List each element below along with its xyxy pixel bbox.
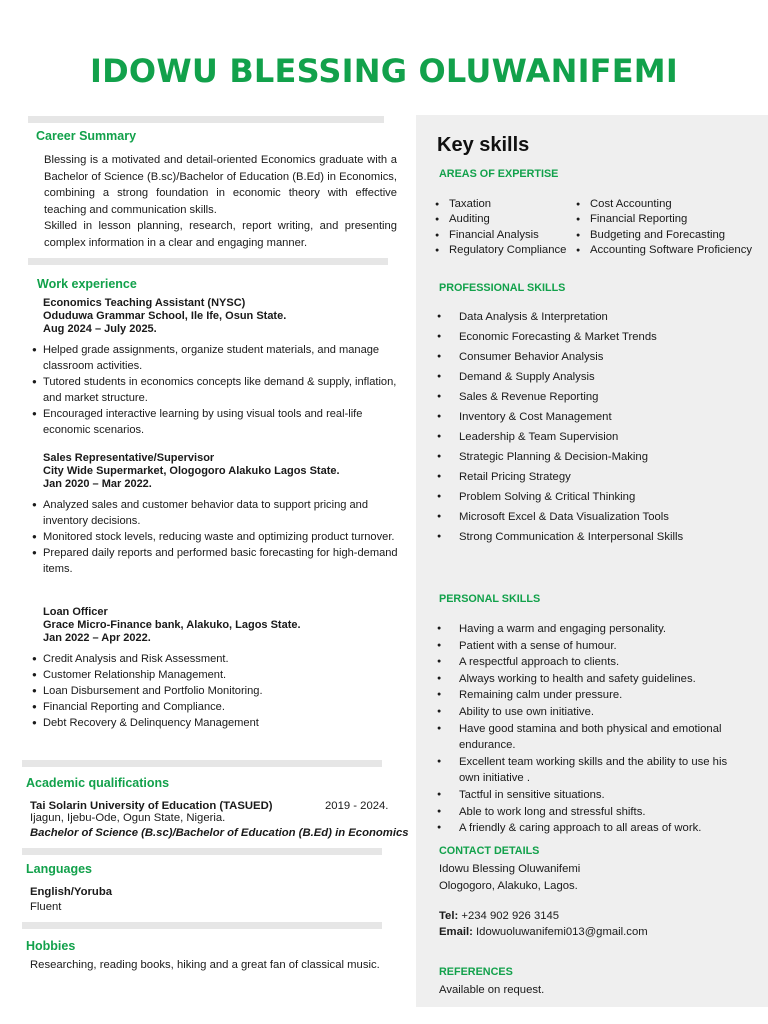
section-divider [22, 922, 382, 929]
career-summary-text [44, 152, 397, 251]
job-role: Economics Teaching Assistant (NYSC) [43, 297, 246, 309]
contact-address: Ologogoro, Alakuko, Lagos. [439, 880, 578, 892]
list-item: ● Inventory & Cost Management [437, 407, 683, 427]
list-item: ● Have good stamina and both physical and emotional endurance. [437, 721, 737, 754]
email-label: Email: [439, 926, 473, 938]
section-divider [28, 116, 384, 123]
job-dates: Aug 2024 – July 2025. [43, 323, 157, 335]
list-item: ● Data Analysis & Interpretation [437, 307, 683, 327]
hobbies-text: Researching, reading books, hiking and a great fan of classical music. [30, 959, 380, 971]
list-item: ● Patient with a sense of humour. [437, 638, 737, 655]
list-item: ● Taxation [435, 197, 566, 212]
list-item: ● Strong Communication & Interpersonal Skills [437, 527, 683, 547]
contact-email [439, 924, 648, 940]
section-divider [22, 848, 382, 855]
list-item: ● Monitored stock levels, reducing waste and optimizing product turnover. [32, 529, 402, 545]
professional-skills-list [437, 307, 683, 547]
job-company: Grace Micro-Finance bank, Alakuko, Lagos State. [43, 619, 301, 631]
job-duties-list [32, 342, 402, 438]
section-divider [28, 258, 388, 265]
contact-title: CONTACT DETAILS [439, 845, 540, 857]
list-item: ● Excellent team working skills and the ability to use his own initiative . [437, 754, 737, 787]
expertise-list-2 [576, 197, 752, 258]
list-item: ● Accounting Software Proficiency [576, 243, 752, 258]
job-duties-list [32, 651, 402, 731]
list-item: ● Strategic Planning & Decision-Making [437, 447, 683, 467]
resume-name: IDOWU BLESSING OLUWANIFEMI [90, 52, 678, 90]
list-item: ● Budgeting and Forecasting [576, 228, 752, 243]
job-header [43, 606, 301, 645]
list-item: ● Prepared daily reports and performed basic forecasting for high-demand items. [32, 545, 402, 577]
job-header [43, 297, 286, 336]
contact-phone [439, 908, 559, 924]
personal-skills-list [437, 621, 737, 837]
list-item: ● Remaining calm under pressure. [437, 687, 737, 704]
job-dates: Jan 2020 – Mar 2022. [43, 478, 152, 490]
list-item: ● Encouraged interactive learning by using visual tools and real-life economic scenarios. [32, 406, 402, 438]
school-name: Tai Solarin University of Education (TASUED) [30, 800, 273, 812]
key-skills-title: Key skills [437, 134, 530, 156]
job-role: Loan Officer [43, 606, 108, 618]
contact-name: Idowu Blessing Oluwanifemi [439, 863, 581, 875]
languages-title: Languages [26, 862, 92, 876]
list-item: ● Consumer Behavior Analysis [437, 347, 683, 367]
list-item: ● Tutored students in economics concepts like demand & supply, inflation, and market structure. [32, 374, 402, 406]
career-summary-paragraph-1: Blessing is a motivated and detail-oriented Economics graduate with a Bachelor of Science (B.sc)/Bachelor of Education (B.Ed) in Economics, combining a strong foundation in economic theory with effective teaching and communication skills. [44, 154, 397, 216]
list-item: ● Sales & Revenue Reporting [437, 387, 683, 407]
email-value: Idowuoluwanifemi013@gmail.com [476, 926, 648, 938]
list-item: ● Financial Analysis [435, 228, 566, 243]
list-item: ● Customer Relationship Management. [32, 667, 402, 683]
list-item: ● Credit Analysis and Risk Assessment. [32, 651, 402, 667]
expertise-title: AREAS OF EXPERTISE [439, 168, 559, 180]
language-name: English/Yoruba [30, 886, 113, 898]
references-text: Available on request. [439, 984, 545, 996]
references-title: REFERENCES [439, 966, 513, 978]
career-summary-paragraph-2: Skilled in lesson planning, research, report writing, and presenting complex information in a clear and engaging manner. [44, 220, 397, 249]
school-years: 2019 - 2024. [325, 800, 389, 812]
list-item: ● Tactful in sensitive situations. [437, 787, 737, 804]
job-company: City Wide Supermarket, Ologogoro Alakuko Lagos State. [43, 465, 340, 477]
list-item: ● Microsoft Excel & Data Visualization Tools [437, 507, 683, 527]
work-experience-title: Work experience [37, 277, 137, 291]
list-item: ● A friendly & caring approach to all areas of work. [437, 820, 737, 837]
list-item: ● Debt Recovery & Delinquency Management [32, 715, 402, 731]
phone-label: Tel: [439, 910, 459, 922]
academic-title: Academic qualifications [26, 776, 170, 790]
career-summary-title: Career Summary [36, 129, 137, 143]
list-item: ● Regulatory Compliance [435, 243, 566, 258]
list-item: ● Helped grade assignments, organize student materials, and manage classroom activities. [32, 342, 402, 374]
list-item: ● Leadership & Team Supervision [437, 427, 683, 447]
list-item: ● Ability to use own initiative. [437, 704, 737, 721]
job-company: Oduduwa Grammar School, Ile Ife, Osun State. [43, 310, 287, 322]
list-item: ● Financial Reporting [576, 212, 752, 227]
list-item: ● Cost Accounting [576, 197, 752, 212]
section-divider [22, 760, 382, 767]
job-role: Sales Representative/Supervisor [43, 452, 215, 464]
list-item: ● Economic Forecasting & Market Trends [437, 327, 683, 347]
school-location: Ijagun, Ijebu-Ode, Ogun State, Nigeria. [30, 812, 226, 824]
list-item: ● Always working to health and safety guidelines. [437, 671, 737, 688]
degree: Bachelor of Science (B.sc)/Bachelor of Education (B.Ed) in Economics [30, 827, 409, 839]
phone-value: +234 902 926 3145 [461, 910, 560, 922]
job-dates: Jan 2022 – Apr 2022. [43, 632, 151, 644]
list-item: ● Loan Disbursement and Portfolio Monitoring. [32, 683, 402, 699]
list-item: ● Retail Pricing Strategy [437, 467, 683, 487]
list-item: ● Demand & Supply Analysis [437, 367, 683, 387]
job-duties-list [32, 497, 402, 577]
list-item: ● A respectful approach to clients. [437, 654, 737, 671]
personal-skills-title: PERSONAL SKILLS [439, 593, 541, 605]
list-item: ● Able to work long and stressful shifts. [437, 804, 737, 821]
list-item: ● Financial Reporting and Compliance. [32, 699, 402, 715]
list-item: ● Problem Solving & Critical Thinking [437, 487, 683, 507]
hobbies-title: Hobbies [26, 939, 76, 953]
expertise-list-1 [435, 197, 566, 258]
list-item: ● Having a warm and engaging personality. [437, 621, 737, 638]
professional-skills-title: PROFESSIONAL SKILLS [439, 282, 566, 294]
job-header [43, 452, 340, 491]
list-item: ● Analyzed sales and customer behavior data to support pricing and inventory decisions. [32, 497, 402, 529]
list-item: ● Auditing [435, 212, 566, 227]
language-level: Fluent [30, 901, 62, 913]
